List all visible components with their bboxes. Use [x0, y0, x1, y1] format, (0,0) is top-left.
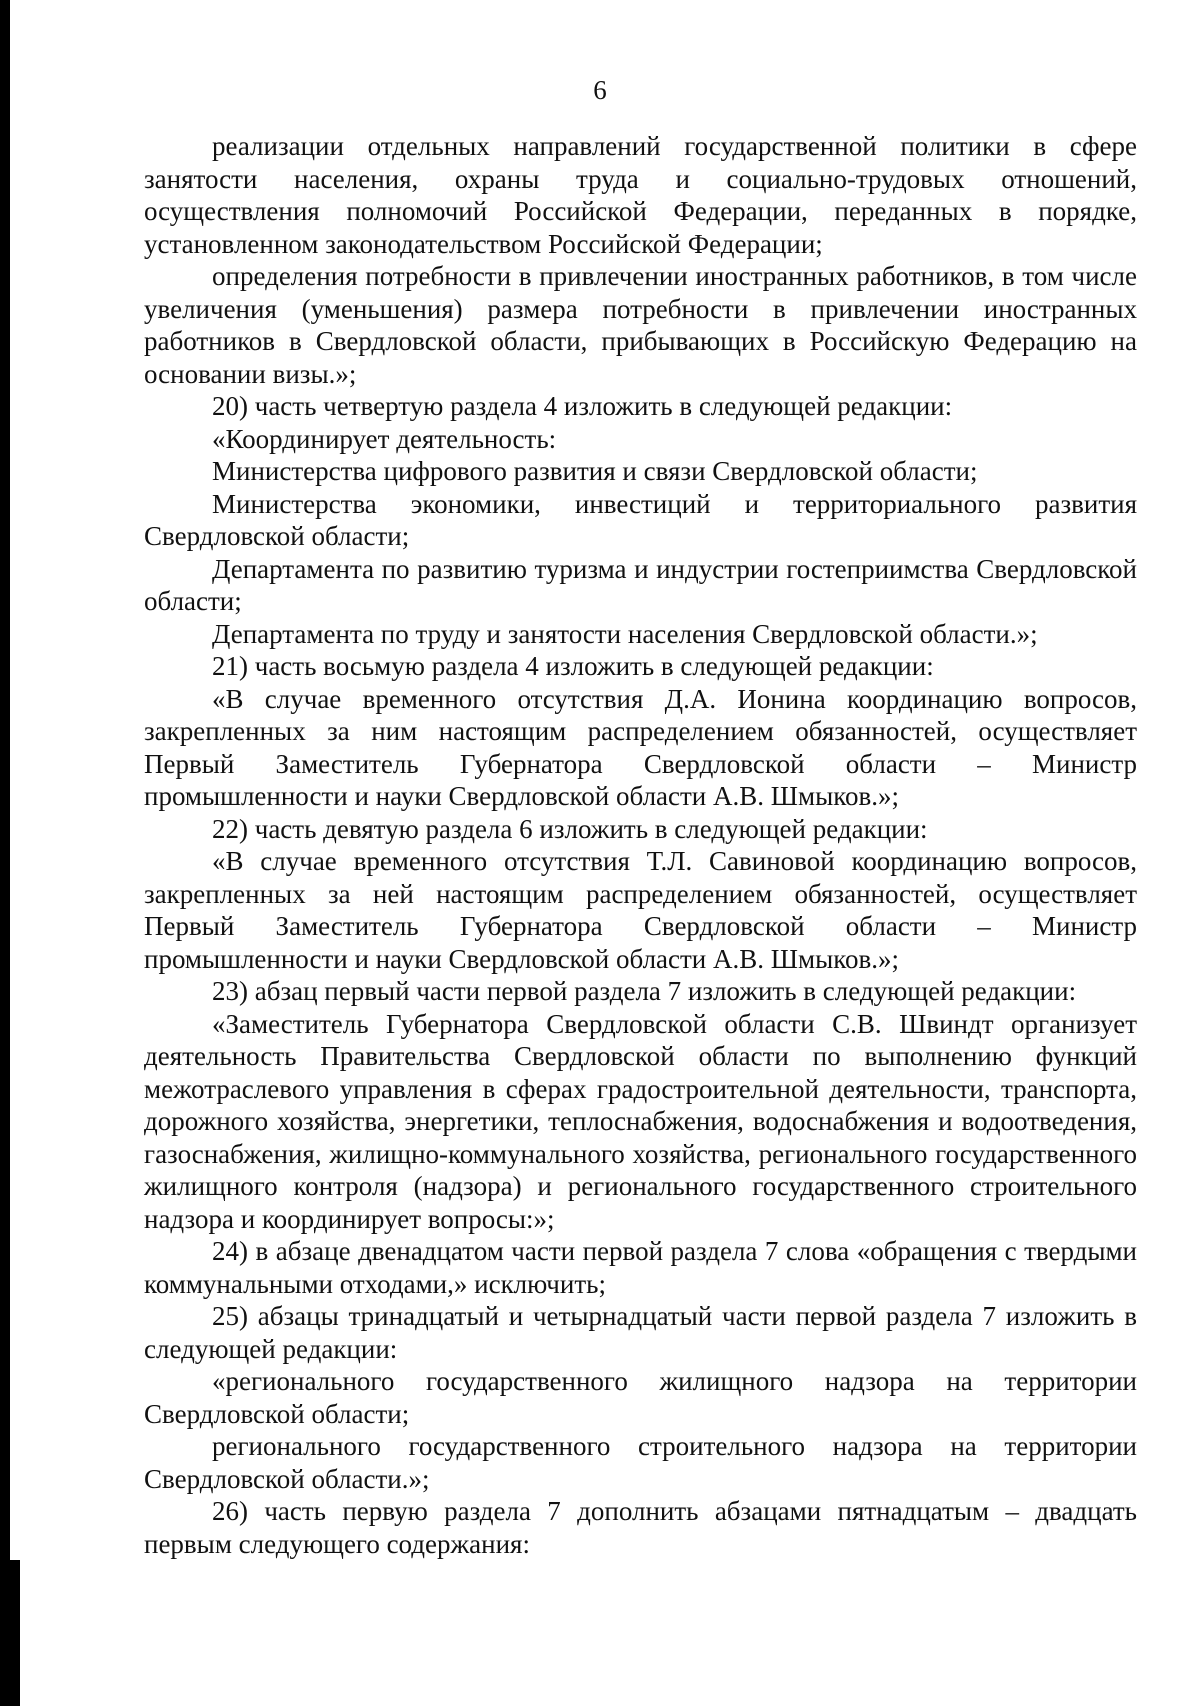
- paragraph: 24) в абзаце двенадцатом части первой раздела 7 слова «обращения с твердыми коммунальными отходами,» исключить;: [144, 1236, 1137, 1299]
- paragraph: реализации отдельных направлений государственной политики в сфере занятости населения, охраны труда и социально-трудовых отношений, осуществления полномочий Российской Федерации, переданных в порядке, установленном законодательством Российской Федерации;: [144, 131, 1137, 259]
- paragraph: 21) часть восьмую раздела 4 изложить в следующей редакции:: [212, 651, 934, 681]
- page-number: 6: [593, 75, 607, 105]
- paragraph: 22) часть девятую раздела 6 изложить в следующей редакции:: [212, 813, 928, 844]
- paragraph: «Координирует деятельность:: [212, 423, 557, 454]
- document-body: [144, 130, 1137, 1560]
- paragraph: «Заместитель Губернатора Свердловской области С.В. Швиндт организует деятельность Правительства Свердловской области по выполнению функций межотраслевого управления в сферах градостроительной деятельности, транспорта, дорожного хозяйства, энергетики, теплоснабжения, водоснабжения и водоотведения, газоснабжения, жилищно-коммунального хозяйства, регионального государственного жилищного контроля (надзора) и регионального государственного строительного надзора и координирует вопросы:»;: [144, 1008, 1137, 1234]
- scan-edge: [0, 0, 10, 1706]
- paragraph: регионального государственного строительного надзора на территории Свердловской области.»;: [144, 1431, 1137, 1494]
- paragraph: 26) часть первую раздела 7 дополнить абзацами пятнадцатым – двадцать первым следующего содержания:: [144, 1496, 1137, 1559]
- paragraph: «регионального государственного жилищного надзора на территории Свердловской области;: [144, 1366, 1137, 1429]
- paragraph: Министерства экономики, инвестиций и территориального развития Свердловской области;: [144, 488, 1137, 551]
- paragraph: Министерства цифрового развития и связи Свердловской области;: [212, 456, 978, 486]
- paragraph: 20) часть четвертую раздела 4 изложить в следующей редакции:: [212, 391, 953, 421]
- paragraph: «В случае временного отсутствия Д.А. Ионина координацию вопросов, закрепленных за ним настоящим распределением обязанностей, осуществляет Первый Заместитель Губернатора Свердловской области – Министр промышленности и науки Свердловской области А.В. Шмыков.»;: [144, 683, 1137, 811]
- scan-edge-bottom: [10, 1560, 20, 1706]
- paragraph: 25) абзацы тринадцатый и четырнадцатый части первой раздела 7 изложить в следующей редакции:: [144, 1301, 1137, 1364]
- paragraph: определения потребности в привлечении иностранных работников, в том числе увеличения (уменьшения) размера потребности в привлечении иностранных работников в Свердловской области, прибывающих в Российскую Федерацию на основании визы.»;: [144, 261, 1137, 389]
- paragraph: 23) абзац первый части первой раздела 7 изложить в следующей редакции:: [212, 976, 1077, 1006]
- paragraph: Департамента по развитию туризма и индустрии гостеприимства Свердловской области;: [144, 553, 1137, 616]
- paragraph: Департамента по труду и занятости населения Свердловской области.»;: [212, 618, 1038, 649]
- paragraph: «В случае временного отсутствия Т.Л. Савиновой координацию вопросов, закрепленных за ней настоящим распределением обязанностей, осуществляет Первый Заместитель Губернатора Свердловской области – Министр промышленности и науки Свердловской области А.В. Шмыков.»;: [144, 846, 1137, 974]
